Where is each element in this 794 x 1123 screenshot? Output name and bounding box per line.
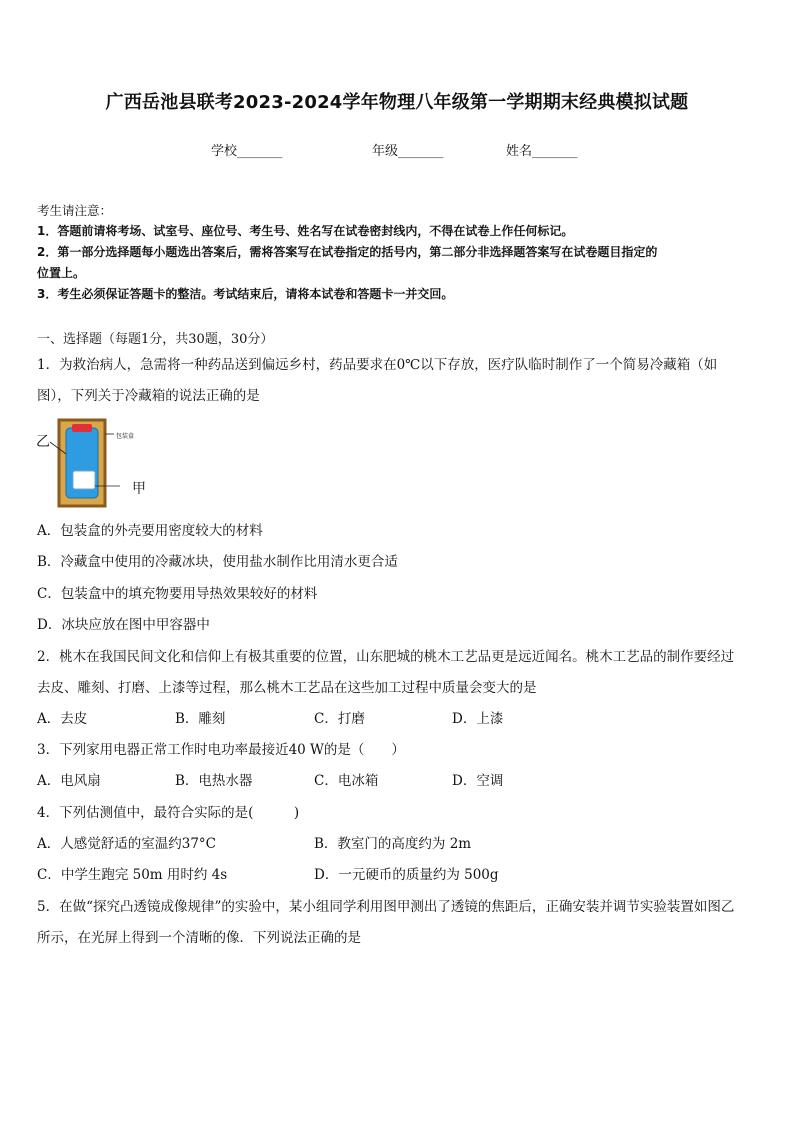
- q1-option-c[interactable]: C．包装盒中的填充物要用导热效果较好的材料: [37, 586, 318, 602]
- q5-stem-line1: 5．在做“探究凸透镜成像规律”的实验中，某小组同学利用图甲测出了透镜的焦距后，正确安装并调节实验装置如图乙: [37, 899, 735, 915]
- page-title: 广西岳池县联考2023-2024学年物理八年级第一学期期末经典模拟试题: [105, 92, 689, 113]
- q2-stem-line1: 2．桃木在我国民间文化和信仰上有极其重要的位置，山东肥城的桃木工艺品更是远近闻名。桃木工艺品的制作要经过: [37, 649, 735, 665]
- q4-option-c[interactable]: C．中学生跑完 50m 用时约 4s: [37, 867, 228, 883]
- q1-stem-line1: 1．为救治病人，急需将一种药品送到偏远乡村，药品要求在0℃以下存放，医疗队临时制作了一个简易冷藏箱（如: [37, 357, 718, 373]
- inner-container-jia: [73, 471, 95, 489]
- q4-option-a[interactable]: A．人感觉舒适的室温约37°C: [37, 836, 217, 852]
- q4-option-d[interactable]: D．一元硬币的质量约为 500g: [314, 867, 499, 883]
- notice-item-3: 3．考生必须保证答题卡的整洁。考试结束后，请将本试卷和答题卡一并交回。: [37, 287, 454, 301]
- label-box: 包装盒: [116, 433, 135, 440]
- name-field[interactable]: 姓名_______: [506, 144, 578, 159]
- school-field[interactable]: 学校_______: [211, 144, 283, 159]
- q2-option-d[interactable]: D．上漆: [452, 711, 504, 727]
- q5-stem-line2: 所示，在光屏上得到一个清晰的像．下列说法正确的是: [37, 930, 361, 946]
- q2-option-b[interactable]: B．雕刻: [175, 711, 226, 727]
- red-cap: [72, 424, 92, 432]
- q1-option-d[interactable]: D．冰块应放在图中甲容器中: [37, 617, 210, 633]
- notice-item-2b: 位置上。: [37, 266, 86, 280]
- q2-option-a[interactable]: A．去皮: [37, 711, 88, 727]
- q3-option-b[interactable]: B．电热水器: [175, 773, 253, 789]
- q1-cooler-figure: [36, 416, 166, 510]
- notice-item-2a: 2．第一部分选择题每小题选出答案后，需将答案写在试卷指定的括号内，第二部分非选择题答案写在试卷题目指定的: [37, 245, 658, 259]
- q3-option-c[interactable]: C．电冰箱: [314, 773, 379, 789]
- q1-option-a[interactable]: A．包装盒的外壳要用密度较大的材料: [37, 523, 263, 539]
- q3-option-d[interactable]: D．空调: [452, 773, 504, 789]
- q2-stem-line2: 去皮、雕刻、打磨、上漆等过程，那么桃木工艺品在这些加工过程中质量会变大的是: [37, 680, 537, 696]
- notice-item-1: 1．答题前请将考场、试室号、座位号、考生号、姓名写在试卷密封线内，不得在试卷上作任何标记。: [37, 224, 574, 238]
- student-info-row: [0, 140, 794, 160]
- q3-option-a[interactable]: A．电风扇: [37, 773, 101, 789]
- grade-field[interactable]: 年级_______: [372, 144, 444, 159]
- q1-stem-line2: 图），下列关于冷藏箱的说法正确的是: [37, 388, 260, 404]
- label-jia: 甲: [132, 481, 146, 497]
- q4-option-b[interactable]: B．教室门的高度约为 2m: [314, 836, 472, 852]
- section-heading: 一、选择题（每题1分，共30题，30分）: [37, 332, 274, 347]
- q2-option-c[interactable]: C．打磨: [314, 711, 365, 727]
- label-yi: 乙: [36, 434, 50, 450]
- cooler-box-diagram: [36, 416, 166, 510]
- notice-block: [37, 200, 762, 305]
- notice-heading: 考生请注意：: [37, 203, 113, 218]
- q1-option-b[interactable]: B．冷藏盒中使用的冷藏冰块，使用盐水制作比用清水更合适: [37, 554, 398, 570]
- q3-stem: 3．下列家用电器正常工作时电功率最接近40 W的是（ ）: [37, 742, 405, 758]
- q4-stem: 4．下列估测值中，最符合实际的是( ): [37, 805, 300, 821]
